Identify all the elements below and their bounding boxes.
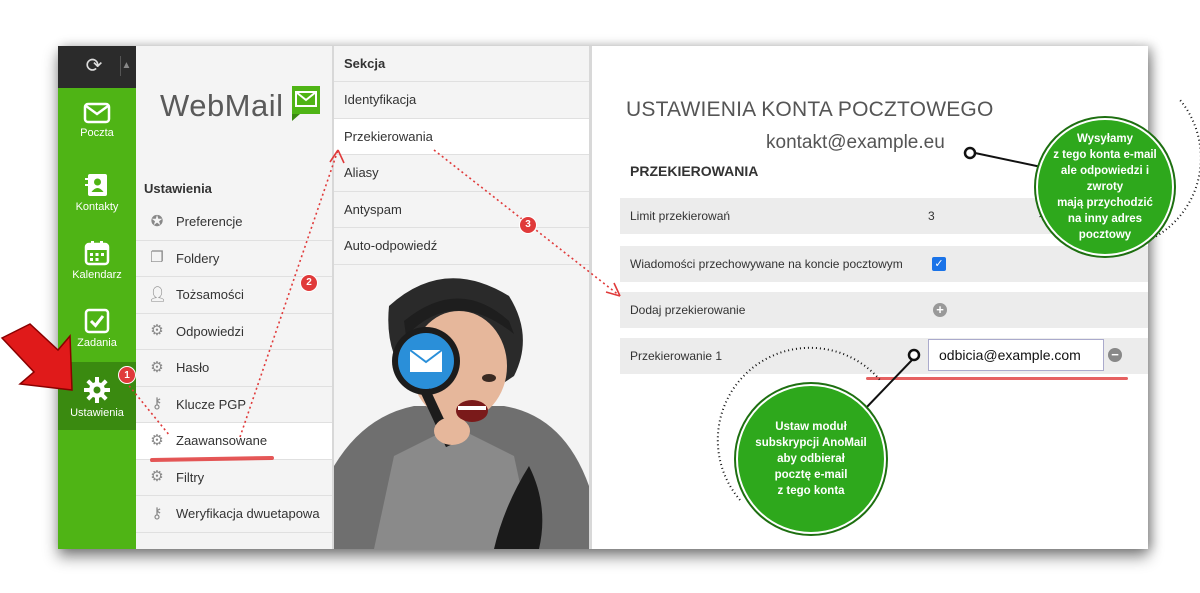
row-label: Przekierowanie 1 [630, 349, 723, 363]
calendar-icon [84, 240, 110, 266]
section-item-antispam[interactable]: Antyspam [334, 192, 589, 229]
section-heading: PRZEKIEROWANIA [630, 163, 759, 179]
row-label: Limit przekierowań [630, 209, 731, 223]
row-label: Dodaj przekierowanie [630, 303, 746, 317]
step-badge: 1 [118, 366, 136, 384]
gear-icon: ⚙ [150, 468, 164, 486]
forward-address-input[interactable] [928, 339, 1104, 371]
rail-item-calendar[interactable] [58, 240, 136, 306]
gear-icon [83, 376, 111, 404]
account-email: kontakt@example.eu [766, 132, 945, 153]
refresh-icon[interactable]: ⟳ [85, 55, 103, 77]
settings-panel [136, 46, 332, 549]
menu-item-label: Filtry [176, 469, 205, 485]
settings-title: Ustawienia [144, 181, 212, 196]
key-icon: ⚷ [151, 395, 163, 413]
menu-item-label: Preferencje [176, 214, 243, 230]
key-icon: ⚷ [151, 504, 163, 522]
section-title: Sekcja [334, 46, 589, 82]
webmail-logo [160, 86, 322, 126]
highlight-underline [866, 377, 1128, 380]
menu-item-label: Klucze PGP [176, 396, 247, 412]
rail-item-label: Kalendarz [72, 269, 122, 281]
menu-item-folders[interactable] [136, 241, 332, 278]
menu-item-2fa[interactable] [136, 496, 332, 533]
rail-item-label: Ustawienia [70, 407, 124, 419]
section-item-forwarding[interactable]: Przekierowania [334, 119, 589, 156]
rail-item-mail[interactable] [58, 102, 136, 168]
folders-icon: ❐ [150, 249, 164, 267]
menu-item-label: Weryfikacja dwuetapowa [176, 506, 320, 522]
section-panel [332, 46, 592, 549]
gear-icon: ⚙ [150, 358, 164, 376]
rail-item-label: Zadania [77, 337, 117, 349]
menu-item-label: Tożsamości [176, 287, 244, 303]
rail-toolbar [58, 46, 136, 88]
section-item-aliases[interactable]: Aliasy [334, 155, 589, 192]
rail-item-label: Kontakty [75, 201, 119, 213]
add-forward-plus-icon[interactable]: + [933, 303, 947, 317]
menu-item-label: Foldery [176, 250, 220, 266]
menu-item-label: Zaawansowane [176, 433, 268, 449]
contacts-icon [84, 172, 110, 198]
section-item-autoreply[interactable]: Auto-odpowiedź [334, 228, 589, 265]
menu-item-advanced[interactable] [136, 423, 332, 460]
menu-item-preferences[interactable] [136, 204, 332, 241]
menu-item-label: Odpowiedzi [176, 323, 244, 339]
page-title: USTAWIENIA KONTA POCZTOWEGO [626, 98, 994, 121]
rail-item-contacts[interactable] [58, 172, 136, 238]
rail-item-label: Poczta [80, 127, 114, 139]
info-bubble-text: Ustaw moduł subskrypcji AnoMail aby odbierał pocztę e-mail z tego konta [755, 421, 867, 497]
row-label: Wiadomości przechowywane na koncie pocztowym [630, 257, 903, 271]
step-badge: 3 [519, 216, 537, 234]
app-window [58, 46, 1148, 549]
step-badge: 2 [300, 274, 318, 292]
tasks-icon [84, 308, 110, 334]
menu-item-responses[interactable] [136, 314, 332, 351]
identity-icon: 👤︎ [148, 285, 168, 303]
app-rail [58, 46, 136, 549]
logo-text: WebMail [160, 88, 284, 123]
keep-copy-checkbox[interactable]: ✓ [932, 257, 946, 271]
forward-limit-value: 3 [928, 209, 935, 223]
section-item-identification[interactable]: Identyfikacja [334, 82, 589, 119]
keep-copy-row [620, 246, 1148, 282]
gear-icon: ⚙ [150, 431, 164, 449]
menu-item-filters[interactable] [136, 460, 332, 497]
info-bubble-text: Wysyłamy z tego konta e-mail ale odpowiedzi i zwroty mają przychodzić na inny adres pocztowy [1053, 133, 1157, 241]
menu-item-pgp-keys[interactable] [136, 387, 332, 424]
preferences-icon: ✪ [150, 212, 164, 230]
menu-item-label: Hasło [176, 360, 210, 376]
info-bubble [736, 384, 886, 534]
logo-mail-icon [290, 84, 322, 122]
forward-1-row [620, 338, 1148, 374]
collapse-caret-icon[interactable]: ▲ [120, 56, 132, 76]
settings-menu [136, 204, 332, 533]
add-forward-row [620, 292, 1148, 328]
remove-forward-minus-icon[interactable]: − [1108, 348, 1122, 362]
gear-icon: ⚙ [150, 322, 164, 340]
menu-item-password[interactable] [136, 350, 332, 387]
info-bubble [1036, 118, 1174, 256]
mail-icon [83, 102, 111, 124]
person-with-magnifier-image [334, 266, 589, 549]
